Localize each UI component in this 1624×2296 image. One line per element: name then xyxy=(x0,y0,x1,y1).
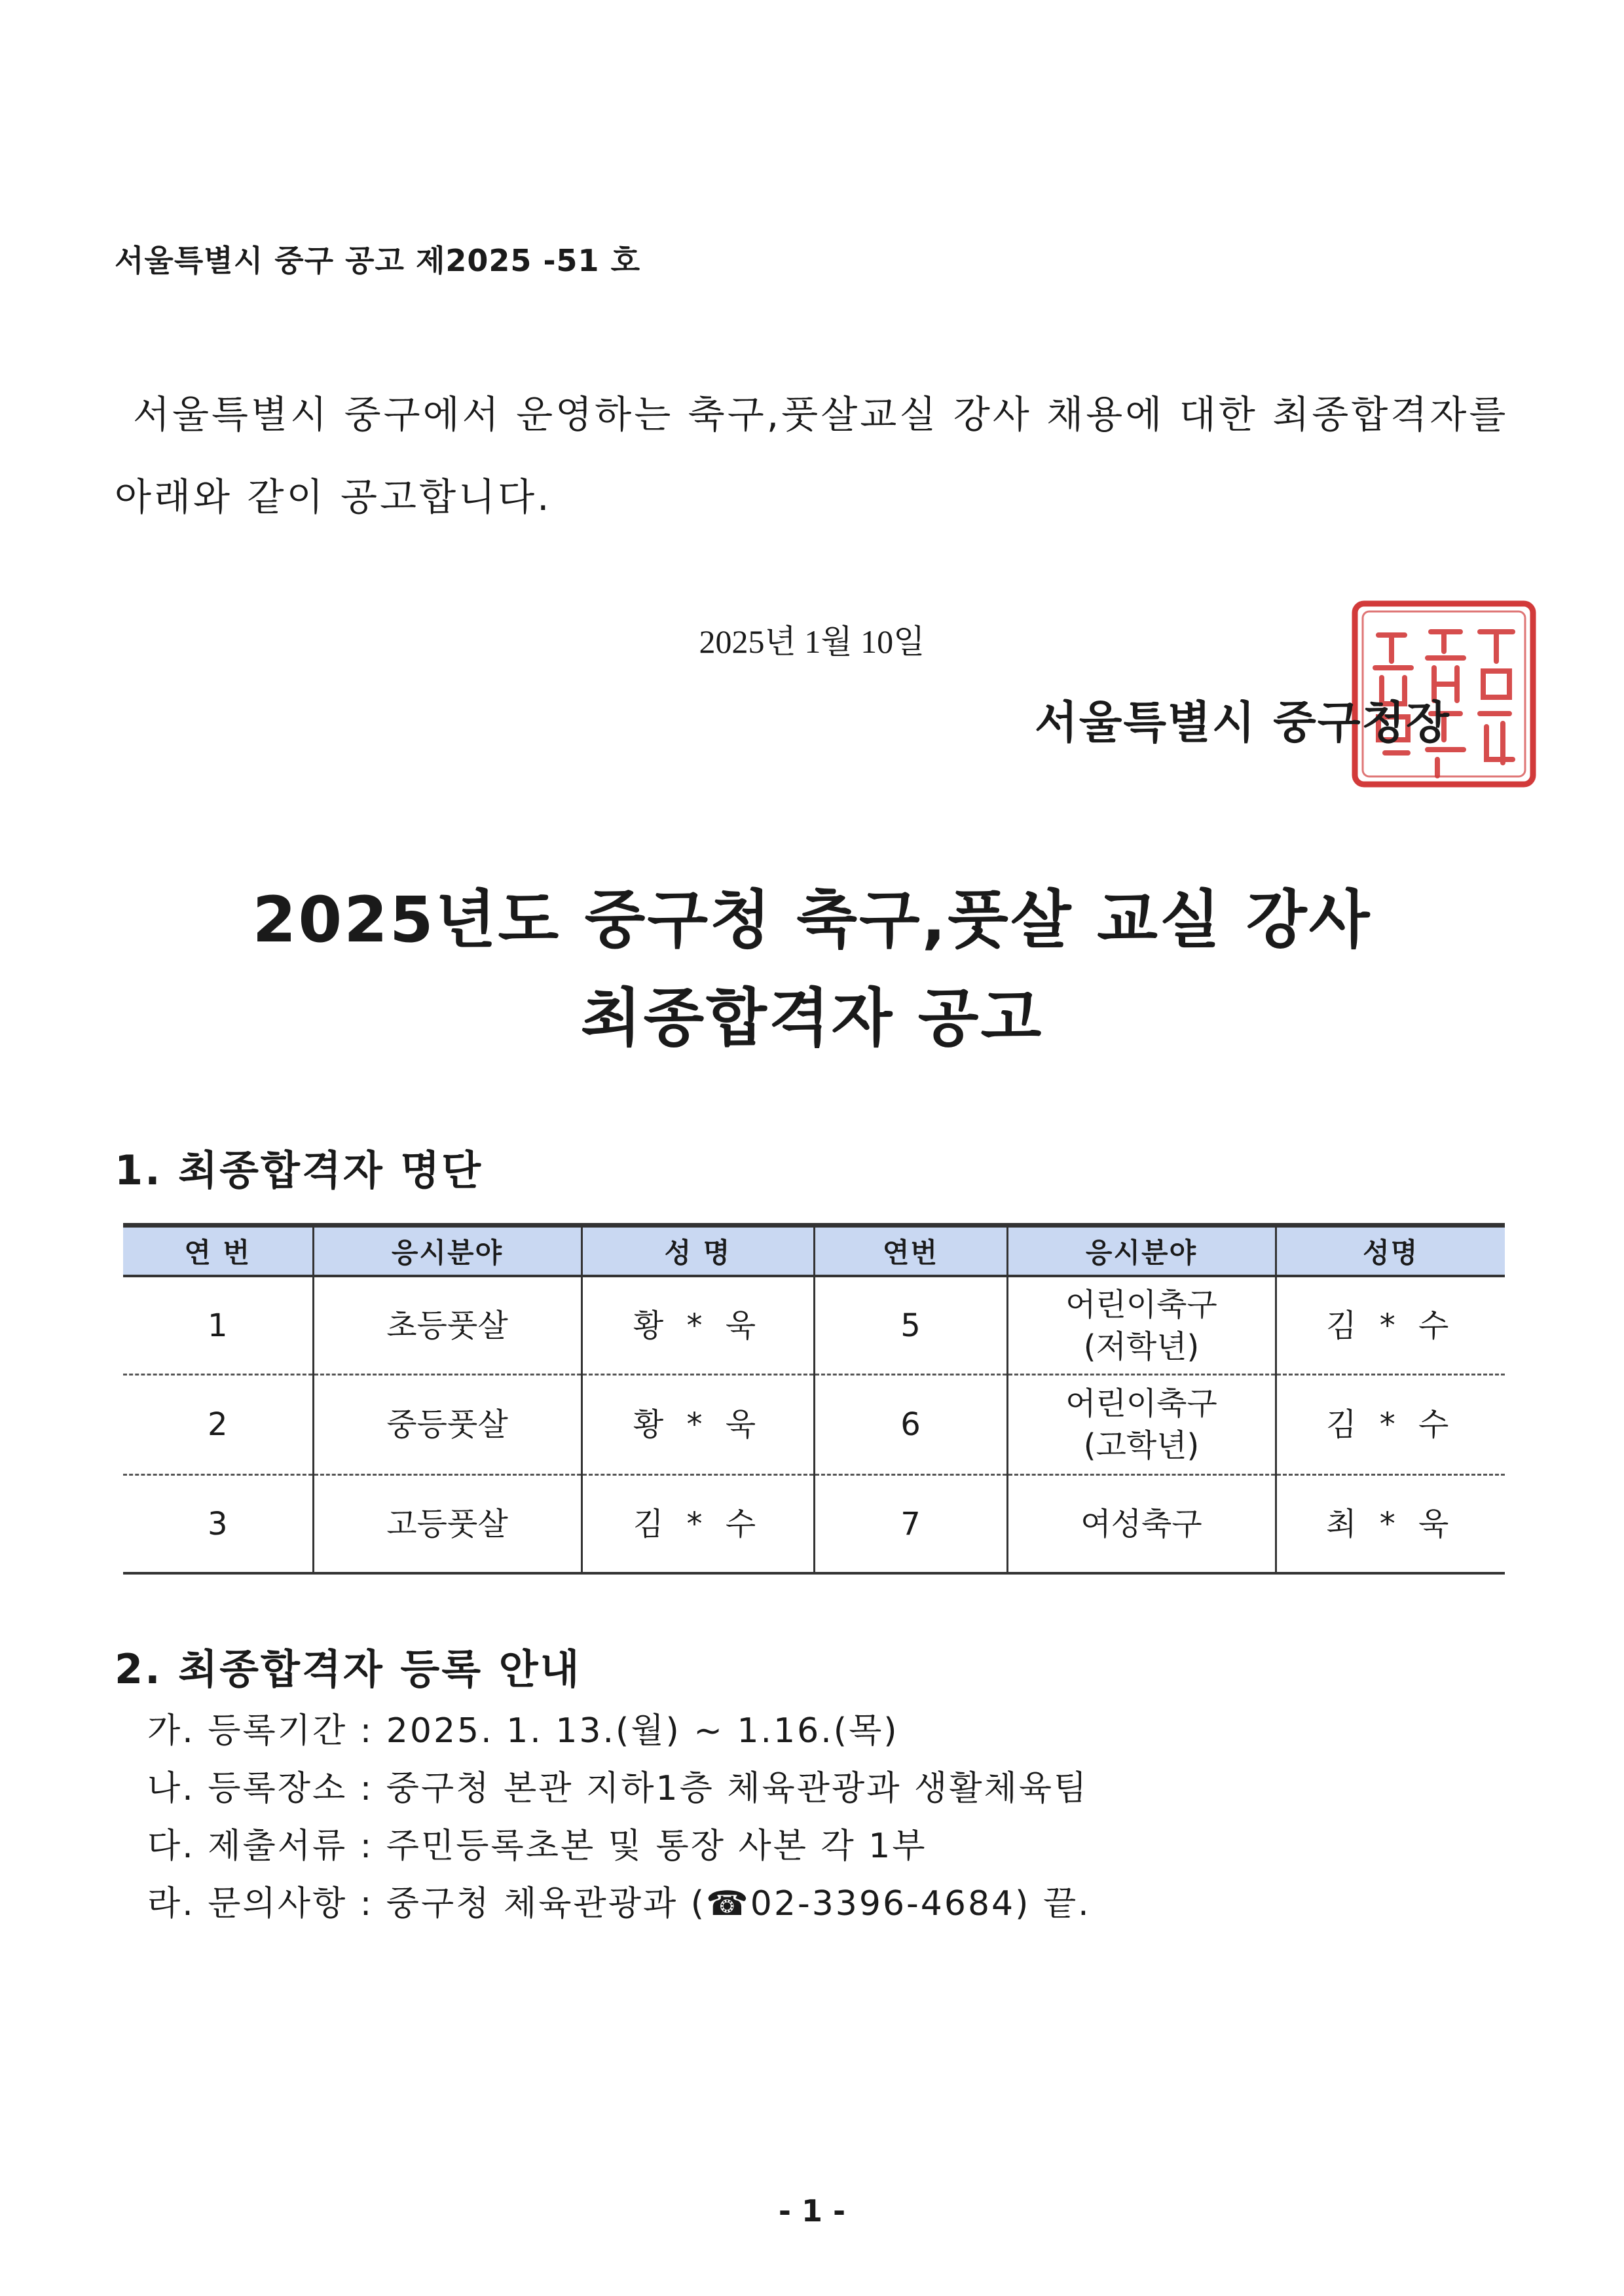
cell-name: 김 * 수 xyxy=(581,1475,814,1574)
col-header-no-1: 연 번 xyxy=(123,1226,313,1277)
cell-no: 6 xyxy=(814,1375,1007,1475)
cell-name: 김 * 수 xyxy=(1276,1276,1505,1375)
notice-date: 2025년 1월 10일 xyxy=(699,623,925,660)
inquiry-contact: 라. 문의사항 : 중구청 체육관광과 (☎02-3396-4684) 끝. xyxy=(147,1884,1091,1923)
cell-name: 황 * 욱 xyxy=(581,1276,814,1375)
page-number: - 1 - xyxy=(778,2193,846,2229)
registration-location: 나. 등록장소 : 중구청 본관 지하1층 체육관광과 생활체육팀 xyxy=(147,1769,1089,1808)
cell-field xyxy=(1007,1375,1276,1475)
cell-field: 중등풋살 xyxy=(313,1375,581,1475)
cell-field-line: 어린이축구 xyxy=(1065,1385,1217,1422)
registration-info-list xyxy=(147,1702,1091,1933)
table-header-row xyxy=(123,1226,1505,1277)
final-candidates-table xyxy=(123,1223,1505,1575)
intro-line-1: 서울특별시 중구에서 운영하는 축구,풋살교실 강사 채용에 대한 최종합격자를 xyxy=(133,392,1509,437)
cell-field-line: 어린이축구 xyxy=(1065,1286,1217,1323)
cell-no: 7 xyxy=(814,1475,1007,1574)
cell-no: 2 xyxy=(123,1375,313,1475)
cell-name: 황 * 욱 xyxy=(581,1375,814,1475)
table-row xyxy=(123,1276,1505,1375)
intro-paragraph xyxy=(115,373,1509,538)
cell-field: 여성축구 xyxy=(1007,1475,1276,1574)
col-header-name-1: 성 명 xyxy=(581,1226,814,1277)
document-title xyxy=(0,871,1624,1067)
section-2-heading: 2. 최종합격자 등록 안내 xyxy=(115,1645,581,1693)
cell-no: 5 xyxy=(814,1276,1007,1375)
col-header-field-2: 응시분야 xyxy=(1007,1226,1276,1277)
table-row xyxy=(123,1375,1505,1475)
cell-name: 최 * 욱 xyxy=(1276,1475,1505,1574)
table-row xyxy=(123,1475,1505,1574)
document-title-line-2: 최종합격자 공고 xyxy=(580,981,1044,1055)
col-header-no-2: 연번 xyxy=(814,1226,1007,1277)
section-1-heading: 1. 최종합격자 명단 xyxy=(115,1146,483,1194)
cell-field: 초등풋살 xyxy=(313,1276,581,1375)
registration-period: 가. 등록기간 : 2025. 1. 13.(월) ~ 1.16.(목) xyxy=(147,1711,899,1751)
notice-number: 서울특별시 중구 공고 제2025 -51 호 xyxy=(115,243,641,278)
required-documents: 다. 제출서류 : 주민등록초본 및 통장 사본 각 1부 xyxy=(147,1827,927,1866)
col-header-name-2: 성명 xyxy=(1276,1226,1505,1277)
cell-field xyxy=(1007,1276,1276,1375)
cell-field: 고등풋살 xyxy=(313,1475,581,1574)
cell-name: 김 * 수 xyxy=(1276,1375,1505,1475)
intro-line-2: 아래와 같이 공고합니다. xyxy=(115,475,552,519)
cell-field-subline: (고학년) xyxy=(1083,1427,1200,1464)
cell-no: 1 xyxy=(123,1276,313,1375)
cell-field-subline: (저학년) xyxy=(1083,1328,1200,1365)
document-title-line-1: 2025년도 중구청 축구,풋살 교실 강사 xyxy=(252,883,1372,957)
issuer-name: 서울특별시 중구청장 xyxy=(1035,697,1450,749)
cell-no: 3 xyxy=(123,1475,313,1574)
col-header-field-1: 응시분야 xyxy=(313,1226,581,1277)
